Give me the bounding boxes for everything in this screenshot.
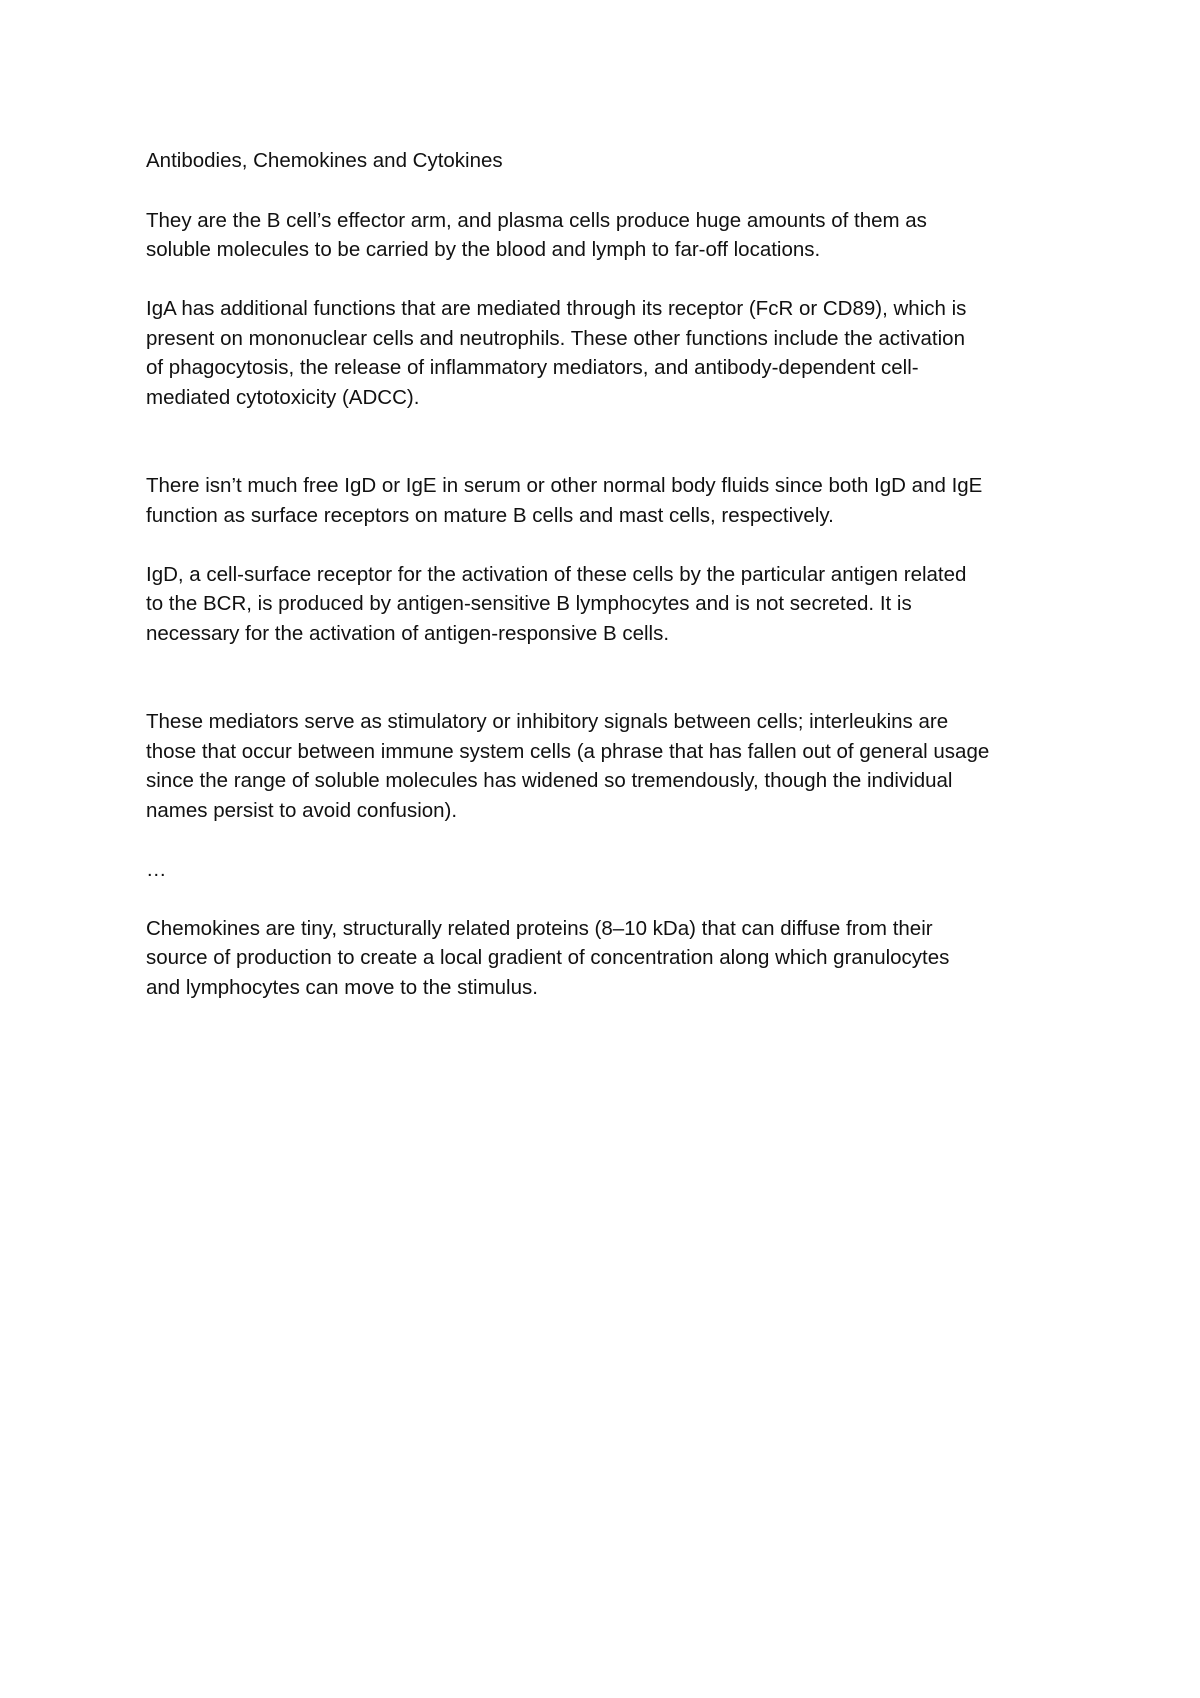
document-title: Antibodies, Chemokines and Cytokines <box>146 149 503 172</box>
paragraph-igd-ige-serum: There isn’t much free IgD or IgE in serum or other normal body fluids since both IgD and IgE function as surface receptors on mature B cells and mast cells, respectively. <box>146 474 983 527</box>
paragraph-iga-functions: IgA has additional functions that are mediated through its receptor (FcR or CD89), which is present on mononuclear cells and neutrophils. These other functions include the activation of phagocytosis, the release of inflammatory mediators, and antibody-dependent cell- mediated cytotoxicity (ADCC). <box>146 297 967 409</box>
document-body <box>146 146 1076 1002</box>
paragraph-ellipsis: … <box>146 857 167 881</box>
paragraph-mediators-interleukins: These mediators serve as stimulatory or inhibitory signals between cells; interleukins are those that occur between immune system cells (a phrase that has fallen out of general usage since the range of soluble molecules has widened so tremendously, though the individual names persist to avoid confusion). <box>146 710 990 822</box>
paragraph-igd-receptor: IgD, a cell-surface receptor for the activation of these cells by the particular antigen related to the BCR, is produced by antigen-sensitive B lymphocytes and is not secreted. It is necessary for the activation of antigen-responsive B cells. <box>146 562 967 645</box>
paragraph-chemokines: Chemokines are tiny, structurally related proteins (8–10 kDa) that can diffuse from their source of production to create a local gradient of concentration along which granulocytes and lymphocytes can move to the stimulus. <box>146 916 950 999</box>
paragraph-b-cell-effector: They are the B cell’s effector arm, and plasma cells produce huge amounts of them as soluble molecules to be carried by the blood and lymph to far-off locations. <box>146 208 927 261</box>
